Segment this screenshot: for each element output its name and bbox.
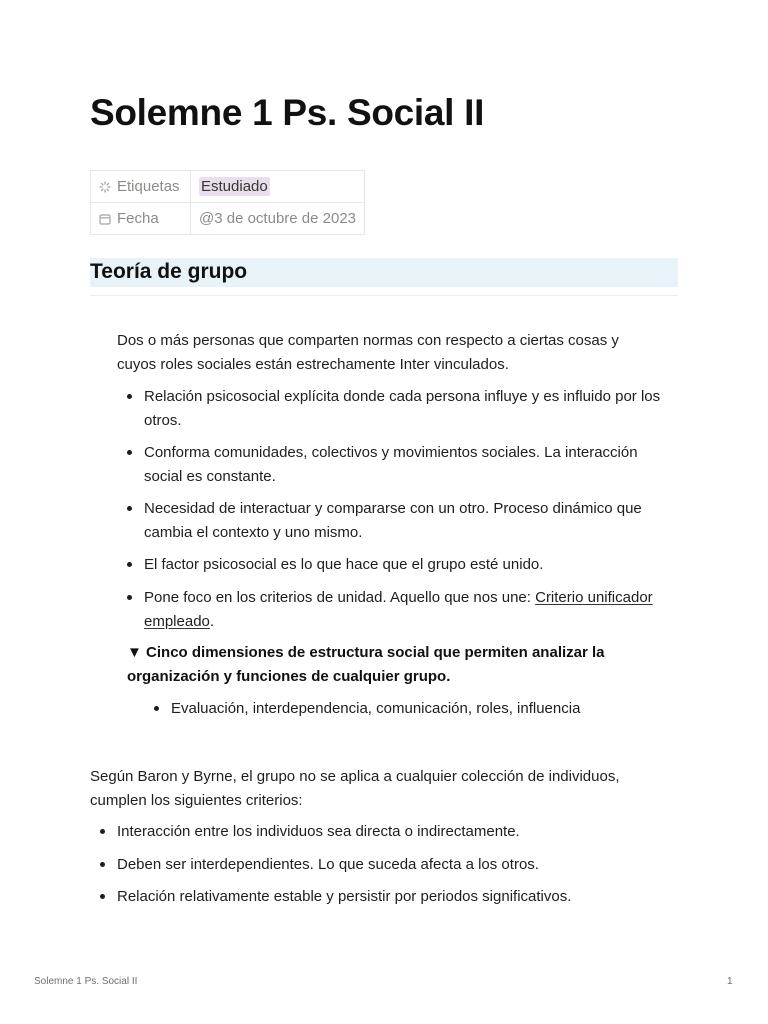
properties-table	[90, 170, 365, 235]
property-row-tags	[91, 171, 365, 203]
list-item: Necesidad de interactuar y compararse con un otro. Proceso dinámico que cambia el contexto y uno mismo.	[144, 497, 649, 544]
list-item	[144, 586, 664, 633]
property-label-date: Fecha	[117, 210, 159, 227]
property-label-tags: Etiquetas	[117, 178, 180, 195]
toggle-title: Cinco dimensiones de estructura social que permiten analizar la organización y funciones de cualquier grupo.	[127, 644, 605, 685]
page-title: Solemne 1 Ps. Social II	[90, 92, 485, 133]
property-key-date	[91, 203, 191, 235]
baron-paragraph: Según Baron y Byrne, el grupo no se aplica a cualquier colección de individuos, cumplen los siguientes criterios:	[90, 768, 620, 809]
tag-badge[interactable]: Estudiado	[201, 178, 268, 195]
section-heading: Teoría de grupo	[90, 258, 678, 287]
list-item: Relación psicosocial explícita donde cada persona influye y es influido por los otros.	[144, 385, 669, 432]
toggle-block[interactable]	[127, 641, 647, 689]
loading-spinner-icon	[99, 181, 111, 193]
list-item: Conforma comunidades, colectivos y movimientos sociales. La interacción social es constante.	[144, 441, 649, 488]
list-item: Relación relativamente estable y persistir por periodos significativos.	[117, 885, 657, 909]
toggle-arrow-icon[interactable]: ▼	[127, 644, 142, 661]
list-item: Interacción entre los individuos sea directa o indirectamente.	[117, 820, 657, 844]
list-item-text: Pone foco en los criterios de unidad. Aquello que nos une:	[144, 589, 536, 606]
list-item: El factor psicosocial es lo que hace que el grupo esté unido.	[144, 553, 664, 577]
property-value-tags[interactable]	[191, 171, 365, 203]
intro-paragraph: Dos o más personas que comparten normas con respecto a ciertas cosas y cuyos roles sociales están estrechamente Inter vinculados.	[117, 332, 619, 373]
toggle-list-item: Evaluación, interdependencia, comunicación, roles, influencia	[171, 697, 651, 721]
property-row-date	[91, 203, 365, 235]
list-item-suffix: .	[209, 612, 215, 630]
property-value-date[interactable]: @3 de octubre de 2023	[191, 203, 365, 235]
calendar-icon	[99, 213, 111, 225]
divider	[90, 295, 678, 296]
footer-title: Solemne 1 Ps. Social II	[34, 976, 138, 987]
list-item: Deben ser interdependientes. Lo que suceda afecta a los otros.	[117, 853, 657, 877]
property-key-tags	[91, 171, 191, 203]
footer-page-number: 1	[727, 976, 733, 987]
criterio-link[interactable]: Criterio unificador empleado	[144, 589, 653, 630]
